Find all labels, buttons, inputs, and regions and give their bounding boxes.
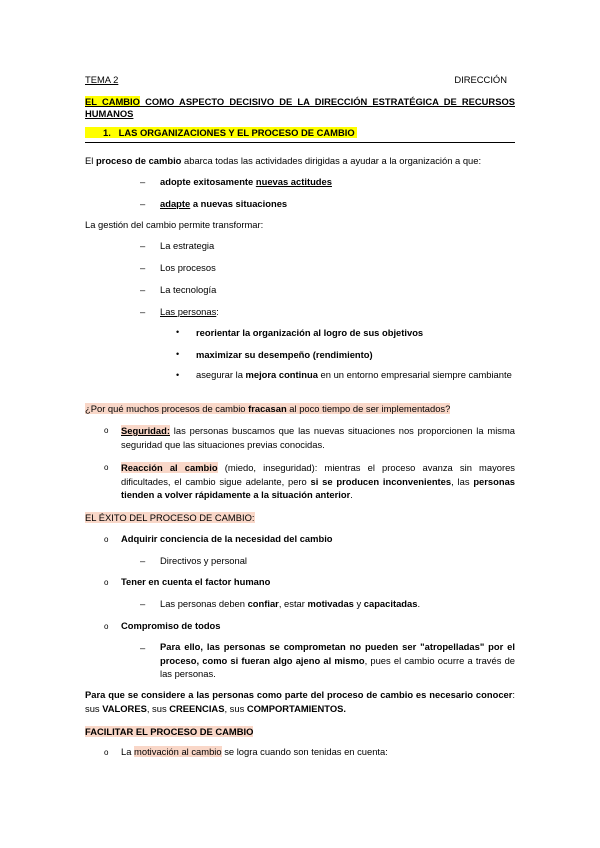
gestion-item-2: Los procesos xyxy=(160,262,216,273)
question-heading: ¿Por qué muchos procesos de cambio fracasan al poco tiempo de ser implementados? xyxy=(85,403,451,414)
list-item: – xyxy=(140,198,146,209)
circle-bullet: o xyxy=(104,535,109,544)
list-item: – xyxy=(140,284,146,295)
gestion-paragraph: La gestión del cambio permite transformar: xyxy=(85,219,264,230)
personas-bullet-3: asegurar la mejora continua en un entorno empresarial siempre cambiante xyxy=(196,369,512,380)
page-header xyxy=(85,74,515,85)
personas-bullet-2: maximizar su desempeño (rendimiento) xyxy=(196,349,373,360)
bullet: • xyxy=(176,370,180,380)
list-item: – xyxy=(140,598,146,609)
exito-item-2-sub: Las personas deben confiar, estar motivadas y capacitadas. xyxy=(160,598,421,609)
personas-bullet-1: reorientar la organización al logro de sus objetivos xyxy=(196,327,424,338)
gestion-item-1: La estrategia xyxy=(160,240,215,251)
list-item: – xyxy=(140,642,146,653)
exito-item-2: Tener en cuenta el factor humano xyxy=(121,576,271,587)
subject-label: DIRECCIÓN xyxy=(454,74,507,85)
circle-bullet: o xyxy=(104,463,109,472)
exito-item-1: Adquirir conciencia de la necesidad del cambio xyxy=(121,533,333,544)
circle-bullet: o xyxy=(104,748,109,757)
list-item: – xyxy=(140,262,146,273)
gestion-item-3: La tecnología xyxy=(160,284,217,295)
intro-paragraph: El proceso de cambio abarca todas las actividades dirigidas a ayudar a la organización a que: xyxy=(85,155,482,166)
section-heading-text: 1. LAS ORGANIZACIONES Y EL PROCESO DE CAMBIO xyxy=(85,127,357,138)
document-title xyxy=(85,96,515,120)
title-rest: COMO ASPECTO DECISIVO DE LA DIRECCIÓN ESTRATÉGICA DE RECURSOS HUMANOS xyxy=(85,96,515,119)
exito-item-3: Compromiso de todos xyxy=(121,620,221,631)
reaccion-item: Reacción al cambio (miedo, inseguridad): mientras el proceso avanza sin mayores dificultades, el cambio sigue adelante, pero si se producen inconvenientes, las personas tienden a volver rápidamente a la situación anterior. xyxy=(121,462,515,500)
intro-item-1: adopte exitosamente nuevas actitudes xyxy=(160,176,332,187)
conocer-paragraph: Para que se considere a las personas como parte del proceso de cambio es necesario conocer: sus VALORES, sus CREENCIAS, sus COMPORTAMIENTOS. xyxy=(85,689,515,714)
list-item: – xyxy=(140,240,146,251)
facilitar-heading: FACILITAR EL PROCESO DE CAMBIO xyxy=(85,726,254,737)
facilitar-item: La motivación al cambio se logra cuando son tenidas en cuenta: xyxy=(121,746,388,757)
tema-label: TEMA 2 xyxy=(85,74,119,85)
circle-bullet: o xyxy=(104,426,109,435)
circle-bullet: o xyxy=(104,578,109,587)
list-item: – xyxy=(140,555,146,566)
bullet: • xyxy=(176,349,180,359)
gestion-item-4: Las personas: xyxy=(160,306,219,317)
exito-heading: EL ÉXITO DEL PROCESO DE CAMBIO: xyxy=(85,512,255,523)
section-heading xyxy=(85,127,515,143)
exito-item-1-sub: Directivos y personal xyxy=(160,555,248,566)
title-highlight: EL CAMBIO xyxy=(85,96,140,107)
circle-bullet: o xyxy=(104,622,109,631)
list-item: – xyxy=(140,176,146,187)
seguridad-item: Seguridad: las personas buscamos que las nuevas situaciones nos proporcionen la misma seguridad que las situaciones previas conocidas. xyxy=(121,425,515,450)
list-item: – xyxy=(140,306,146,317)
intro-item-2: adapte a nuevas situaciones xyxy=(160,198,288,209)
bullet: • xyxy=(176,327,180,337)
exito-item-3-sub: Para ello, las personas se comprometan no pueden ser "atropelladas" por el proceso, como si fueran algo ajeno al mismo, pues el cambio ocurre a través de las personas. xyxy=(160,641,515,679)
